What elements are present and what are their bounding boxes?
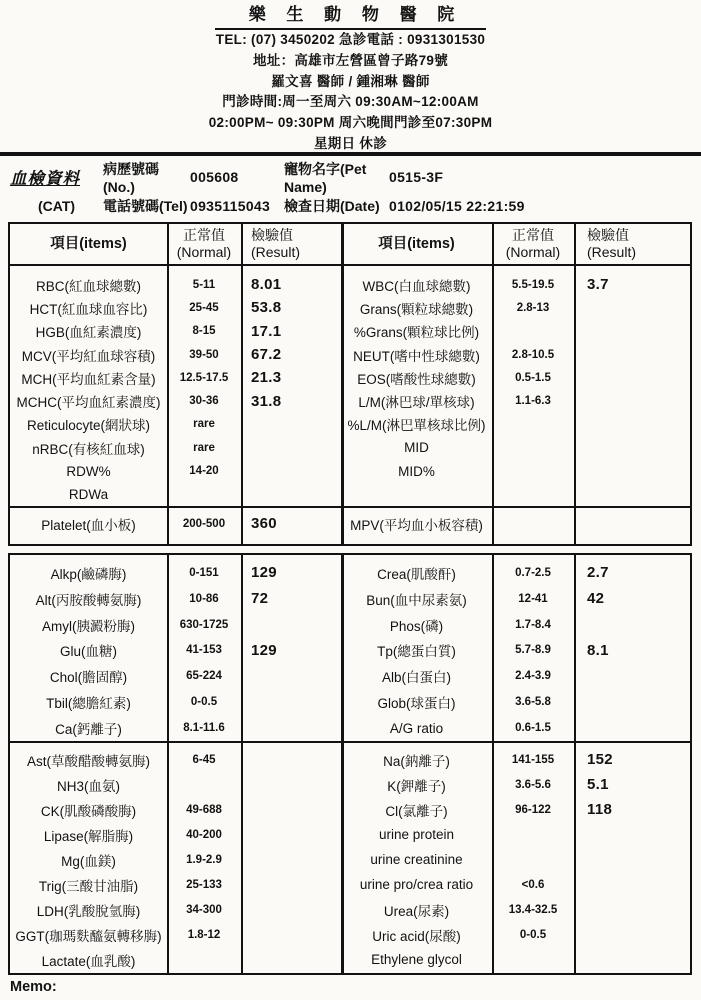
- chemistry-section-1: [10, 555, 690, 741]
- item-cell: Trig(三酸甘油脂): [38, 878, 139, 894]
- item-cell: Ca(鈣離子): [55, 722, 122, 738]
- result-cell: [574, 947, 690, 972]
- result-cell: [574, 689, 690, 715]
- normal-cell: 14-20: [189, 465, 219, 478]
- result-cell: [241, 612, 341, 638]
- normal-cell: 3.6-5.6: [515, 778, 551, 791]
- item-cell: Grans(顆粒球總數): [359, 301, 474, 317]
- normal-cell: 6-45: [192, 753, 216, 766]
- clinic-hours-line1: 門診時間:周一至周六 09:30AM~12:00AM: [222, 94, 479, 110]
- species-label: (CAT): [38, 198, 76, 214]
- normal-cell: 25-45: [189, 301, 219, 314]
- result-cell: [574, 612, 690, 638]
- cbc-table-footer: [10, 506, 690, 539]
- item-cell: MID: [404, 440, 429, 456]
- item-cell: CK(肌酸磷酸脢): [40, 803, 137, 819]
- normal-cell: 630-1725: [179, 618, 229, 631]
- result-cell: [241, 715, 341, 741]
- result-cell: [574, 436, 690, 459]
- pet-name-label: 寵物名字(Pet Name): [284, 161, 367, 195]
- result-cell: [241, 689, 341, 715]
- result-cell: [241, 663, 341, 689]
- result-cell: [574, 343, 690, 366]
- normal-cell: 0.7-2.5: [515, 566, 551, 579]
- result-cell: [241, 797, 341, 822]
- col-header-items-right: 項目(items): [378, 235, 455, 252]
- chemistry-section-2: [10, 743, 690, 972]
- normal-cell: 5-11: [192, 278, 216, 291]
- item-cell: MPV(平均血小板容積): [350, 517, 483, 533]
- pet-name-value: 0515-3F: [389, 169, 444, 185]
- item-cell: Lipase(解脂脢): [43, 828, 134, 844]
- normal-cell: 13.4-32.5: [508, 903, 558, 916]
- item-cell: Chol(膽固醇): [49, 670, 128, 686]
- result-cell: [241, 947, 341, 972]
- normal-cell: [492, 483, 574, 506]
- item-cell: Alt(丙胺酸轉氨脢): [35, 592, 142, 608]
- normal-cell: [167, 483, 241, 506]
- item-cell: HGB(血紅素濃度): [35, 325, 142, 341]
- cbc-table: [8, 222, 692, 546]
- normal-cell: [167, 947, 241, 972]
- col-header-normal-left: 正常值 (Normal): [176, 227, 232, 260]
- half-divider: [341, 224, 344, 544]
- result-cell: 72: [251, 590, 269, 608]
- result-cell: 67.2: [251, 346, 282, 364]
- normal-cell: <0.6: [521, 878, 545, 891]
- normal-cell: 1.7-8.4: [515, 618, 551, 631]
- result-cell: [241, 772, 341, 797]
- column-divider: [241, 224, 243, 544]
- normal-cell: [492, 436, 574, 459]
- normal-cell: 41-153: [186, 644, 222, 657]
- normal-cell: 34-300: [186, 903, 222, 916]
- result-cell: [241, 872, 341, 897]
- item-cell: Cl(氯離子): [385, 803, 448, 819]
- item-cell: MCHC(平均血紅素濃度): [16, 395, 161, 411]
- clinic-header: [0, 0, 701, 152]
- normal-cell: 1.1-6.3: [515, 395, 551, 408]
- result-cell: [574, 413, 690, 436]
- patient-info: [0, 156, 701, 222]
- item-cell: RBC(紅血球總數): [36, 278, 141, 294]
- normal-cell: 1.9-2.9: [186, 853, 222, 866]
- item-cell: Tbil(總膽紅素): [46, 696, 131, 712]
- result-cell: [574, 663, 690, 689]
- item-cell: Urea(尿素): [383, 903, 450, 919]
- normal-cell: [492, 847, 574, 872]
- item-cell: Lactate(血乳酸): [41, 953, 136, 969]
- item-cell: MID%: [398, 463, 435, 479]
- record-no-value: 005608: [190, 169, 239, 185]
- normal-cell: 40-200: [186, 828, 222, 841]
- clinic-hours-line2: 02:00PM~ 09:30PM 周六晚間門診至07:30PM: [208, 115, 493, 131]
- normal-cell: 0.6-1.5: [515, 722, 551, 735]
- normal-cell: 0-0.5: [519, 928, 547, 941]
- result-cell: [241, 459, 341, 482]
- item-cell: Bun(血中尿素氨): [366, 592, 467, 608]
- item-cell: %Grans(顆粒球比例): [353, 325, 480, 341]
- memo-label: Memo:: [10, 979, 57, 995]
- normal-cell: 39-50: [189, 348, 219, 361]
- item-cell: EOS(嗜酸性球總數): [357, 371, 476, 387]
- result-cell: 5.1: [587, 776, 609, 793]
- column-divider: [492, 224, 494, 544]
- clinic-doctors-line: 羅文喜 醫師 / 鍾湘琳 醫師: [271, 73, 430, 89]
- item-cell: GGT(珈瑪麩醯氨轉移脢): [15, 928, 162, 944]
- normal-cell: 12.5-17.5: [179, 371, 229, 384]
- item-cell: urine pro/crea ratio: [359, 877, 474, 892]
- normal-cell: [492, 413, 574, 436]
- item-cell: Amyl(胰澱粉脢): [42, 618, 135, 634]
- item-cell: urine protein: [378, 827, 455, 842]
- result-cell: [574, 872, 690, 897]
- col-header-normal-right: 正常值 (Normal): [505, 227, 561, 260]
- result-cell: 129: [251, 641, 277, 659]
- normal-cell: 200-500: [182, 517, 226, 530]
- item-cell: Alkp(鹼磷脢): [50, 566, 127, 582]
- clinic-closed-line: 星期日 休診: [313, 135, 388, 151]
- record-no-label: 病歷號碼(No.): [103, 161, 159, 195]
- normal-cell: 5.5-19.5: [511, 278, 555, 291]
- normal-cell: 141-155: [511, 753, 555, 766]
- item-cell: Platelet(血小板): [41, 517, 136, 533]
- clinic-tel-line: TEL: (07) 3450202 急診電話 : 0931301530: [215, 32, 486, 47]
- exam-date-value: 0102/05/15 22:21:59: [389, 198, 525, 214]
- item-cell: Na(鈉離子): [383, 753, 450, 769]
- result-cell: [574, 847, 690, 872]
- result-cell: 8.01: [251, 276, 282, 294]
- item-cell: nRBC(有核紅血球): [32, 441, 145, 457]
- result-cell: [574, 715, 690, 741]
- tel-value: 0935115043: [190, 198, 271, 214]
- cbc-table-header: [10, 224, 690, 266]
- item-cell: K(鉀離子): [387, 778, 446, 794]
- normal-cell: 0-0.5: [190, 696, 218, 709]
- normal-cell: [492, 320, 574, 343]
- exam-date-label: 檢查日期(Date): [284, 198, 380, 214]
- item-cell: Ast(草酸醋酸轉氨脢): [27, 753, 150, 769]
- normal-cell: rare: [193, 418, 215, 431]
- item-cell: HCT(紅血球血容比): [29, 301, 148, 317]
- column-divider: [241, 555, 243, 973]
- result-cell: [574, 320, 690, 343]
- item-cell: WBC(白血球總數): [362, 278, 471, 294]
- result-cell: [241, 483, 341, 506]
- item-cell: NH3(血氨): [57, 778, 120, 794]
- item-cell: Glob(球蛋白): [377, 696, 456, 712]
- col-header-result-left: 檢驗值 (Result): [251, 227, 301, 260]
- clinic-name: 樂 生 動 物 醫 院: [215, 5, 487, 30]
- result-cell: [241, 822, 341, 847]
- item-cell: Glu(血糖): [60, 644, 117, 660]
- normal-cell: 8.1-11.6: [183, 722, 225, 735]
- tel-label: 電話號碼(Tel): [103, 198, 188, 214]
- normal-cell: [167, 772, 241, 797]
- result-cell: [574, 897, 690, 922]
- item-cell: LDH(乳酸脫氫脢): [36, 903, 141, 919]
- result-cell: 21.3: [251, 369, 282, 387]
- normal-cell: 25-133: [186, 878, 222, 891]
- column-divider: [574, 555, 576, 973]
- result-cell: [574, 366, 690, 389]
- result-cell: [241, 413, 341, 436]
- normal-cell: 5.7-8.9: [515, 644, 551, 657]
- result-cell: [574, 389, 690, 412]
- normal-cell: 65-224: [186, 670, 222, 683]
- item-cell: %L/M(淋巴單核球比例): [347, 418, 486, 434]
- result-cell: 152: [587, 751, 613, 768]
- normal-cell: 10-86: [189, 592, 219, 605]
- item-cell: A/G ratio: [389, 720, 444, 736]
- item-cell: Mg(血鎂): [61, 853, 116, 869]
- item-cell: [341, 483, 492, 506]
- cbc-table-body: [10, 266, 690, 506]
- result-cell: [241, 922, 341, 947]
- item-cell: MCV(平均紅血球容積): [21, 348, 156, 364]
- item-cell: L/M(淋巴球/單核球): [358, 395, 475, 411]
- item-cell: NEUT(嗜中性球總數): [353, 348, 480, 364]
- report-type-label: 血檢資料: [10, 170, 80, 188]
- normal-cell: 49-688: [186, 803, 222, 816]
- result-cell: [574, 822, 690, 847]
- item-cell: Ethylene glycol: [371, 952, 462, 967]
- result-cell: 2.7: [587, 564, 609, 582]
- result-cell: 8.1: [587, 641, 609, 659]
- result-cell: [241, 897, 341, 922]
- item-cell: Tp(總蛋白質): [377, 644, 456, 660]
- result-cell: 129: [251, 564, 277, 582]
- normal-cell: [492, 947, 574, 972]
- result-cell: 3.7: [587, 276, 609, 294]
- normal-cell: 8-15: [192, 325, 216, 338]
- result-cell: [574, 296, 690, 319]
- item-cell: MCH(平均血紅素含量): [21, 371, 156, 387]
- normal-cell: 12-41: [518, 592, 548, 605]
- result-cell: [241, 847, 341, 872]
- result-cell: 53.8: [251, 299, 282, 317]
- item-cell: urine creatinine: [370, 852, 463, 867]
- column-divider: [167, 224, 169, 544]
- normal-cell: 2.4-3.9: [515, 670, 551, 683]
- item-cell: Reticulocyte(網狀球): [26, 418, 151, 434]
- result-cell: 42: [587, 590, 605, 608]
- normal-cell: 30-36: [189, 395, 219, 408]
- normal-cell: 2.8-10.5: [511, 348, 555, 361]
- result-cell: 17.1: [251, 322, 282, 340]
- result-cell: [574, 459, 690, 482]
- normal-cell: 0-151: [189, 566, 219, 579]
- result-cell: [574, 483, 690, 506]
- item-cell: RDWa: [68, 486, 109, 502]
- normal-cell: [492, 822, 574, 847]
- chemistry-table: [8, 553, 692, 975]
- normal-cell: 2.8-13: [516, 301, 550, 314]
- result-cell: [574, 922, 690, 947]
- clinic-address-line: 地址：高雄市左營區曾子路79號: [252, 52, 448, 68]
- column-divider: [574, 224, 576, 544]
- col-header-result-right: 檢驗值 (Result): [587, 227, 637, 260]
- half-divider: [341, 555, 344, 973]
- normal-cell: rare: [193, 441, 215, 454]
- normal-cell: [492, 459, 574, 482]
- normal-cell: 0.5-1.5: [515, 371, 551, 384]
- column-divider: [492, 555, 494, 973]
- normal-cell: 1.8-12: [187, 928, 221, 941]
- item-cell: Alb(白蛋白): [381, 670, 451, 686]
- normal-cell: 96-122: [515, 803, 551, 816]
- col-header-items-left: 項目(items): [50, 235, 127, 252]
- item-cell: RDW%: [66, 463, 111, 479]
- result-cell: 31.8: [251, 392, 282, 410]
- item-cell: Uric acid(尿酸): [372, 928, 461, 944]
- result-cell: [241, 747, 341, 772]
- result-cell: 118: [587, 801, 613, 818]
- item-cell: Phos(磷): [389, 618, 444, 634]
- normal-cell: 3.6-5.8: [515, 696, 551, 709]
- column-divider: [167, 555, 169, 973]
- result-cell: 360: [251, 515, 277, 532]
- result-cell: [241, 436, 341, 459]
- item-cell: Crea(肌酸酐): [377, 566, 456, 582]
